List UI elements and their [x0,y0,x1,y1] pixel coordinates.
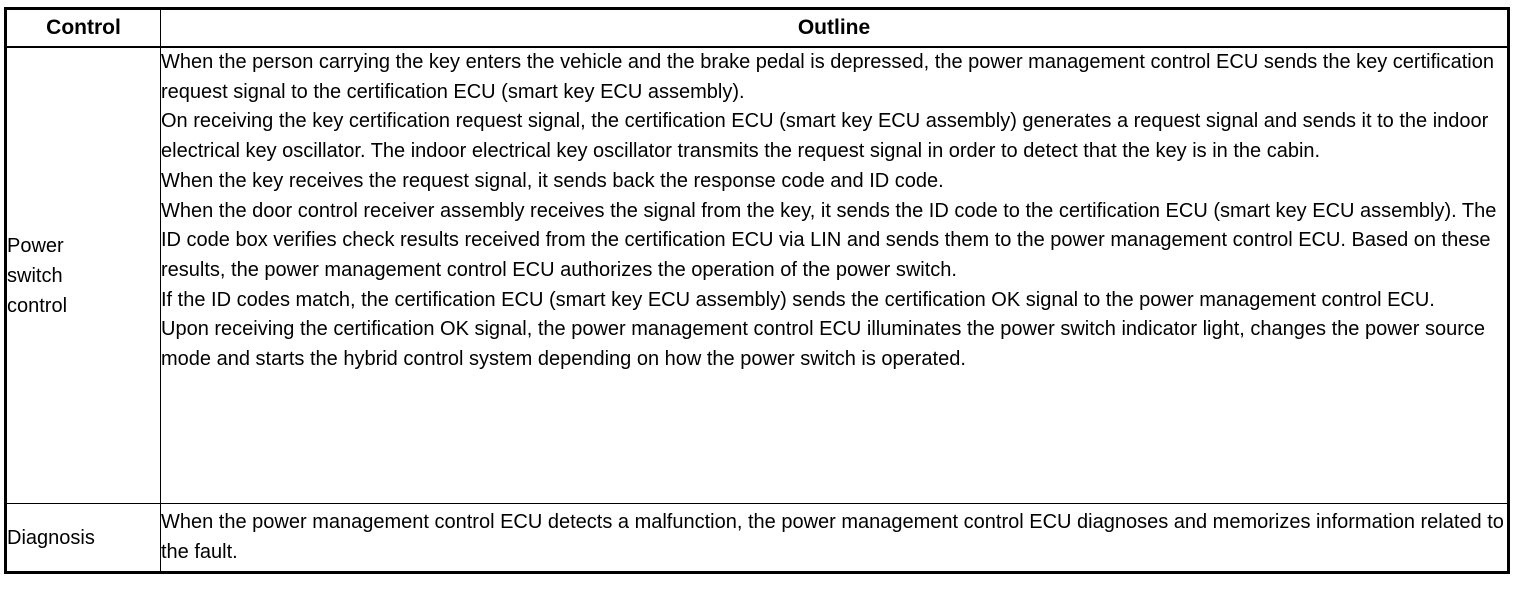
outline-paragraph: When the door control receiver assembly receives the signal from the key, it sends the ID code to the certification ECU (smart key ECU assembly). The ID code box verifies check results received from the certification ECU via LIN and sends them to the power management control ECU. Based on these results, the power management control ECU authorizes the operation of the power switch. [161,199,1497,281]
table-header-row [6,9,1509,48]
table-row [6,504,1509,573]
outline-paragraph: When the person carrying the key enters the vehicle and the brake pedal is depressed, the power management control ECU sends the key certification request signal to the certification ECU (smart key ECU assembly). [161,51,1494,103]
control-cell: Diagnosis [6,504,161,573]
control-outline-table [4,7,1510,574]
outline-paragraph: On receiving the key certification request signal, the certification ECU (smart key ECU assembly) generates a request signal and sends it to the indoor electrical key oscillator. The indoor electrical key oscillator transmits the request signal in order to detect that the key is in the cabin. [161,110,1489,163]
control-cell: Power switch control [6,47,161,504]
outline-paragraph: If the ID codes match, the certification ECU (smart key ECU assembly) sends the certification OK signal to the power management control ECU. [161,288,1435,311]
header-outline: Outline [161,9,1509,48]
outline-paragraph: When the key receives the request signal, it sends back the response code and ID code. [161,169,944,192]
outline-paragraph: Upon receiving the certification OK signal, the power management control ECU illuminates the power switch indicator light, changes the power source mode and starts the hybrid control system depending on how the power switch is operated. [161,318,1486,371]
table-row [6,47,1509,504]
outline-paragraph: When the power management control ECU detects a malfunction, the power management control ECU diagnoses and memorizes information related to the fault. [161,511,1504,563]
outline-cell [161,504,1509,573]
header-control: Control [6,9,161,48]
outline-cell [161,47,1509,504]
